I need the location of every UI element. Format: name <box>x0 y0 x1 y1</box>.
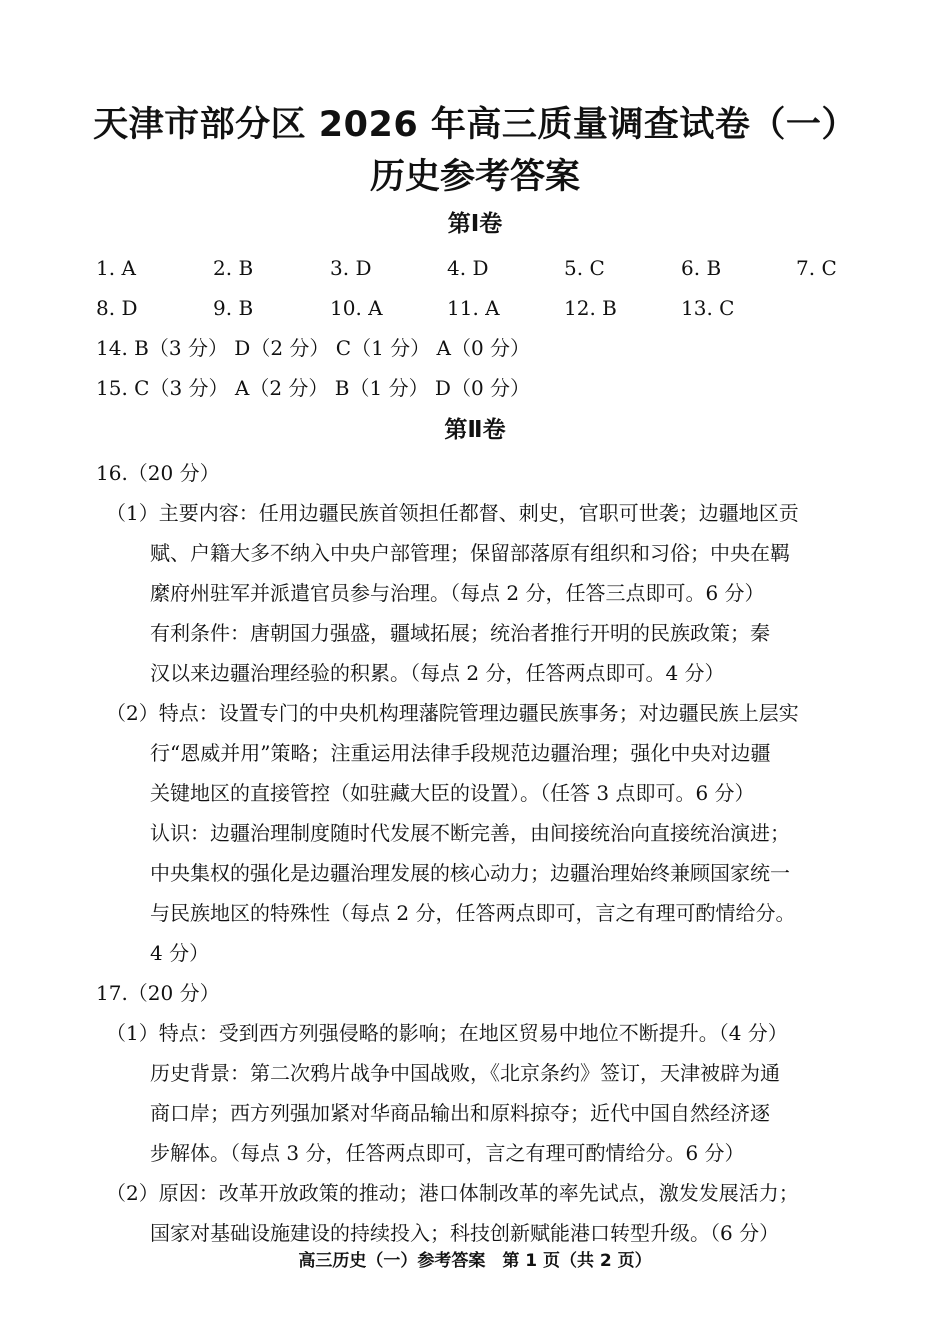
q17-line: 商口岸；西方列强加紧对华商品输出和原料掠夺；近代中国自然经济逐 <box>150 1101 770 1125</box>
q16-line: 汉以来边疆治理经验的积累。（每点 2 分，任答两点即可。4 分） <box>150 661 725 685</box>
mc-answer: 6. B <box>681 256 722 280</box>
mc-answer: 7. C <box>796 256 837 280</box>
mc-answer: 10. A <box>330 296 383 320</box>
q16-header: 16.（20 分） <box>96 461 220 485</box>
q16-line: 4 分） <box>150 941 210 965</box>
q16-line: 关键地区的直接管控（如驻藏大臣的设置）。（任答 3 点即可。6 分） <box>150 781 755 805</box>
q17-line: 国家对基础设施建设的持续投入；科技创新赋能港口转型升级。（6 分） <box>150 1221 780 1245</box>
q16-line: 与民族地区的特殊性（每点 2 分，任答两点即可，言之有理可酌情给分。 <box>150 901 796 925</box>
q16-line: 有利条件：唐朝国力强盛，疆域拓展；统治者推行开明的民族政策；秦 <box>150 621 770 645</box>
mc-answer: 11. A <box>447 296 500 320</box>
q17-line: （2）原因：改革开放政策的推动；港口体制改革的率先试点，激发发展活力； <box>106 1181 799 1205</box>
q17-line: 步解体。（每点 3 分，任答两点即可，言之有理可酌情给分。6 分） <box>150 1141 745 1165</box>
q16-line: 赋、户籍大多不纳入中央户部管理；保留部落原有组织和习俗；中央在羁 <box>150 541 790 565</box>
q16-line: 行“恩威并用”策略；注重运用法律手段规范边疆治理；强化中央对边疆 <box>150 741 771 765</box>
part-2-heading: 第Ⅱ卷 <box>444 417 506 443</box>
q17-line: （1）特点：受到西方列强侵略的影响；在地区贸易中地位不断提升。（4 分） <box>106 1021 788 1045</box>
q17-header: 17.（20 分） <box>96 981 220 1005</box>
q14-answer: 14. B（3 分） D（2 分） C（1 分） A（0 分） <box>96 336 531 360</box>
q15-answer: 15. C（3 分） A（2 分） B（1 分） D（0 分） <box>96 376 531 400</box>
page-footer: 高三历史（一）参考答案 第 1 页（共 2 页） <box>298 1251 652 1271</box>
q16-line: （1）主要内容：任用边疆民族首领担任都督、刺史，官职可世袭；边疆地区贡 <box>106 501 799 525</box>
mc-answer: 8. D <box>96 296 138 320</box>
document-subtitle: 历史参考答案 <box>369 157 580 197</box>
q16-line: 中央集权的强化是边疆治理发展的核心动力；边疆治理始终兼顾国家统一 <box>150 861 790 885</box>
mc-answer: 2. B <box>213 256 254 280</box>
q17-line: 历史背景：第二次鸦片战争中国战败，《北京条约》签订，天津被辟为通 <box>150 1061 780 1085</box>
document-title: 天津市部分区 2026 年高三质量调查试卷（一） <box>93 105 857 145</box>
mc-answer: 1. A <box>96 256 136 280</box>
part-1-heading: 第Ⅰ卷 <box>447 211 503 237</box>
mc-answer: 12. B <box>564 296 617 320</box>
q16-line: 认识：边疆治理制度随时代发展不断完善，由间接统治向直接统治演进； <box>150 821 790 845</box>
mc-answer: 4. D <box>447 256 489 280</box>
mc-answer: 3. D <box>330 256 372 280</box>
q16-line: 縻府州驻军并派遣官员参与治理。（每点 2 分，任答三点即可。6 分） <box>150 581 765 605</box>
q16-line: （2）特点：设置专门的中央机构理藩院管理边疆民族事务；对边疆民族上层实 <box>106 701 799 725</box>
mc-answer: 13. C <box>681 296 735 320</box>
mc-answer: 9. B <box>213 296 254 320</box>
mc-answer: 5. C <box>564 256 605 280</box>
